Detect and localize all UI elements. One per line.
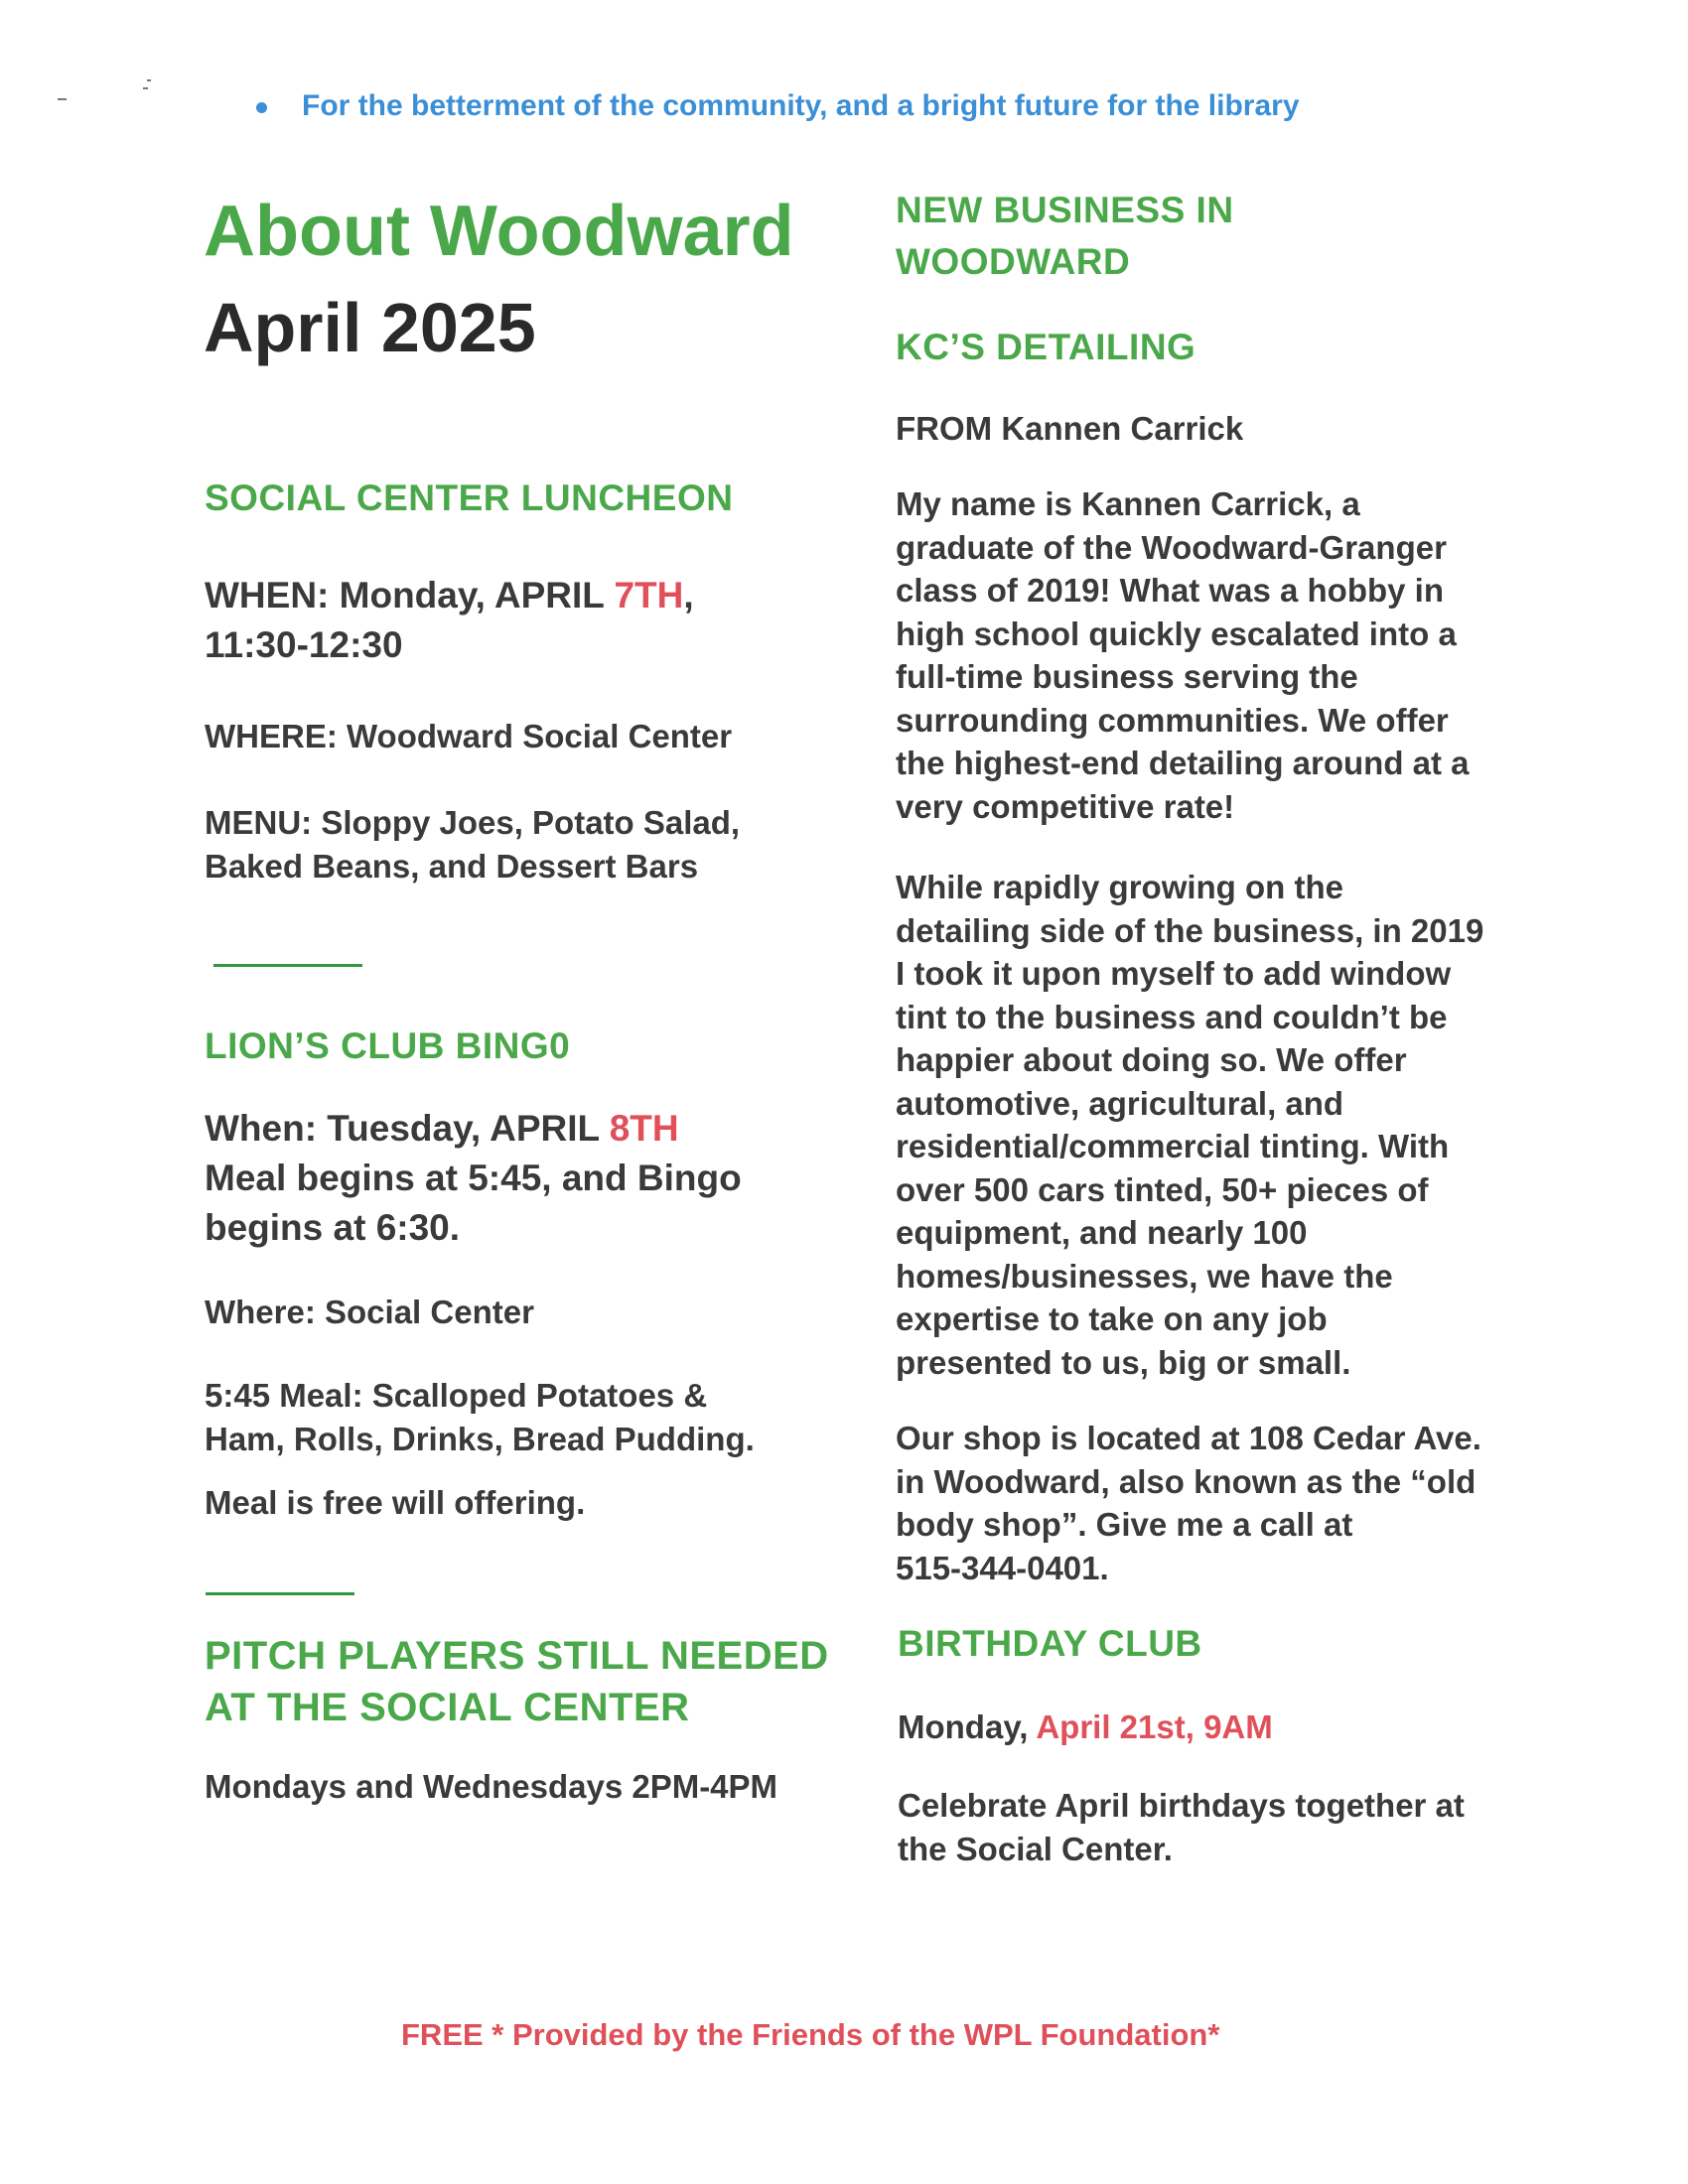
- paragraph-line: equipment, and nearly 100: [896, 1214, 1308, 1251]
- paragraph-line: the highest-end detailing around at a: [896, 745, 1470, 781]
- bingo-menu-line: Ham, Rolls, Drinks, Bread Pudding.: [205, 1420, 755, 1457]
- new-business-heading-line: NEW BUSINESS IN: [896, 190, 1234, 230]
- luncheon-menu: [205, 801, 740, 887]
- scan-speck: [58, 98, 67, 100]
- pitch-heading-line: PITCH PLAYERS STILL NEEDED: [205, 1634, 829, 1678]
- section-divider: [206, 1592, 354, 1595]
- scan-speck: [147, 79, 151, 81]
- pitch-heading: [205, 1630, 829, 1733]
- scan-speck: [143, 87, 148, 89]
- paragraph-line: I took it upon myself to add window: [896, 955, 1452, 992]
- paragraph-line: very competitive rate!: [896, 787, 1235, 825]
- luncheon-when-label: WHEN: Monday, APRIL: [205, 575, 615, 615]
- birthday-date: April 21st, 9AM: [1036, 1708, 1273, 1745]
- birthday-description-line: Celebrate April birthdays together at: [898, 1787, 1465, 1824]
- luncheon-when: [205, 571, 694, 620]
- new-business-heading-line: WOODWARD: [896, 241, 1131, 282]
- paragraph-line: happier about doing so. We offer: [896, 1041, 1407, 1078]
- birthday-description: [898, 1784, 1465, 1870]
- new-business-heading: [896, 185, 1234, 288]
- bingo-meal-line: Meal begins at 5:45, and Bingo: [205, 1158, 742, 1198]
- business-paragraph-2: [896, 866, 1483, 1384]
- paragraph-line: high school quickly escalated into a: [896, 614, 1457, 652]
- bingo-when: [205, 1104, 679, 1154]
- paragraph-line: full-time business serving the: [896, 658, 1358, 695]
- bingo-offering: Meal is free will offering.: [205, 1484, 586, 1521]
- tagline-bullet: [256, 102, 267, 113]
- tagline: For the betterment of the community, and a bright future for the library: [302, 89, 1300, 122]
- paragraph-line: tint to the business and couldn’t be: [896, 998, 1448, 1035]
- footer-note: FREE * Provided by the Friends of the WPL Foundation*: [401, 2017, 1220, 2052]
- pitch-schedule: Mondays and Wednesdays 2PM-4PM: [205, 1768, 778, 1805]
- paragraph-line: expertise to take on any job: [896, 1300, 1328, 1337]
- paragraph-line: residential/commercial tinting. With: [896, 1128, 1450, 1164]
- section-divider: [213, 964, 362, 967]
- luncheon-menu-line: MENU: Sloppy Joes, Potato Salad,: [205, 804, 741, 841]
- birthday-day: Monday,: [898, 1708, 1037, 1745]
- paragraph-line: 515-344-0401.: [896, 1549, 1109, 1586]
- page-subtitle: April 2025: [204, 289, 536, 366]
- business-paragraph-3: [896, 1417, 1481, 1589]
- paragraph-line: Our shop is located at 108 Cedar Ave.: [896, 1420, 1481, 1456]
- luncheon-date: 7TH: [614, 575, 684, 615]
- bingo-where: Where: Social Center: [205, 1294, 534, 1330]
- luncheon-heading: SOCIAL CENTER LUNCHEON: [205, 478, 734, 518]
- paragraph-line: graduate of the Woodward-Granger: [896, 528, 1447, 566]
- bingo-meal-line: begins at 6:30.: [205, 1207, 461, 1248]
- business-name: KC’S DETAILING: [896, 327, 1196, 367]
- paragraph-line: class of 2019! What was a hobby in: [896, 572, 1444, 609]
- luncheon-comma: ,: [683, 575, 694, 615]
- bingo-menu: [205, 1374, 755, 1460]
- paragraph-line: homes/businesses, we have the: [896, 1257, 1393, 1295]
- bingo-menu-line: 5:45 Meal: Scalloped Potatoes &: [205, 1377, 708, 1414]
- business-paragraph-1: [896, 482, 1470, 828]
- paragraph-line: surrounding communities. We offer: [896, 701, 1449, 739]
- paragraph-line: in Woodward, also known as the “old: [896, 1462, 1477, 1500]
- paragraph-line: automotive, agricultural, and: [896, 1084, 1344, 1122]
- paragraph-line: My name is Kannen Carrick, a: [896, 485, 1360, 522]
- paragraph-line: presented to us, big or small.: [896, 1343, 1351, 1381]
- paragraph-line: body shop”. Give me a call at: [896, 1506, 1353, 1543]
- bingo-heading: LION’S CLUB BING0: [205, 1025, 571, 1066]
- luncheon-where: WHERE: Woodward Social Center: [205, 718, 733, 754]
- birthday-when: [898, 1706, 1273, 1749]
- bingo-when-label: When: Tuesday, APRIL: [205, 1108, 610, 1149]
- paragraph-line: over 500 cars tinted, 50+ pieces of: [896, 1170, 1429, 1208]
- paragraph-line: detailing side of the business, in 2019: [896, 911, 1484, 949]
- birthday-heading: BIRTHDAY CLUB: [898, 1623, 1202, 1664]
- pitch-heading-line: AT THE SOCIAL CENTER: [205, 1686, 690, 1729]
- luncheon-time: 11:30-12:30: [205, 624, 403, 665]
- business-from: FROM Kannen Carrick: [896, 410, 1244, 447]
- paragraph-line: While rapidly growing on the: [896, 869, 1343, 905]
- page-title: About Woodward: [204, 192, 794, 271]
- birthday-description-line: the Social Center.: [898, 1830, 1173, 1867]
- luncheon-menu-line: Baked Beans, and Dessert Bars: [205, 847, 699, 885]
- bingo-date: 8TH: [609, 1108, 679, 1149]
- bingo-meal: [205, 1154, 742, 1253]
